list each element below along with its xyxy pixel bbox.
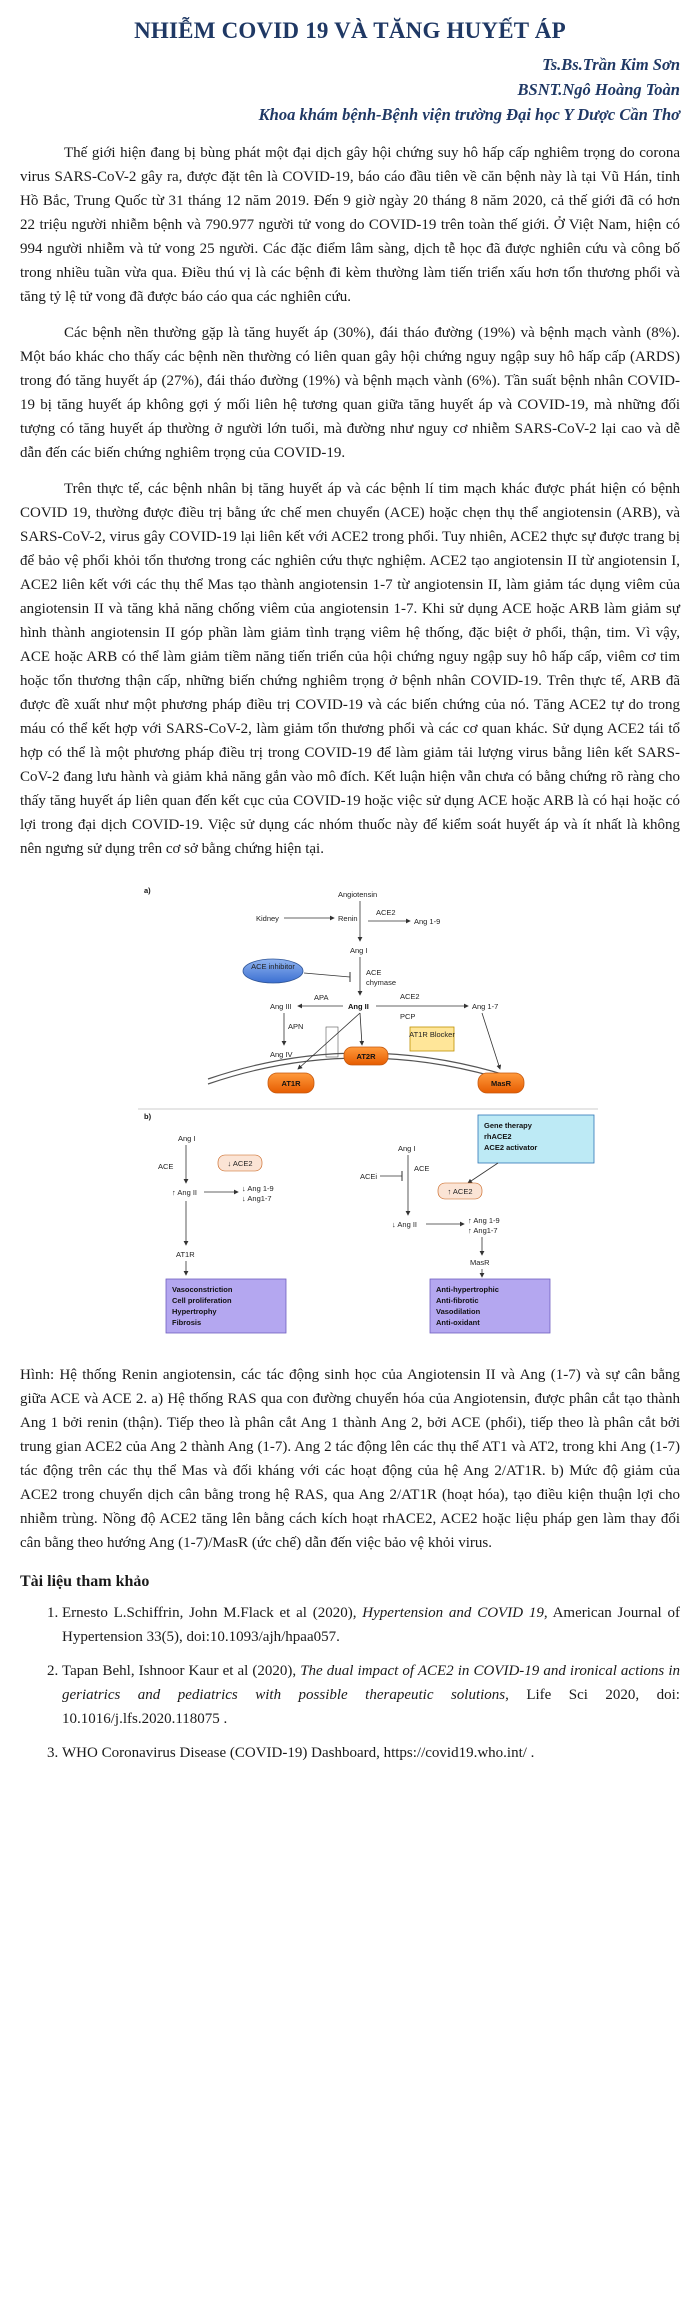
apa-label: APA <box>314 993 329 1002</box>
at1r-label: AT1R <box>281 1079 301 1088</box>
ace-inhibitor-label: ACE inhibitor <box>251 962 295 971</box>
panel-b-ace2-down: ↓ ACE2 <box>227 1159 253 1168</box>
author-affiliation: Khoa khám bệnh-Bệnh viện trường Đại học Y Dược Cần Thơ <box>258 105 680 124</box>
renin-label: Renin <box>338 914 358 923</box>
panel-b-ang19-down: ↓ Ang 1-9 <box>242 1184 274 1193</box>
masr-label: MasR <box>490 1079 512 1088</box>
panel-b-acei: ACEi <box>360 1172 378 1181</box>
therapy-item: rhACE2 <box>484 1132 512 1141</box>
panel-b-ang2-up: ↑ Ang II <box>172 1188 198 1197</box>
author-1: Ts.Bs.Trần Kim Sơn <box>542 55 680 74</box>
panel-b-ang17-down: ↓ Ang1-7 <box>242 1194 272 1203</box>
reference-item: 1. Ernesto L.Schiffrin, John M.Flack et al (2020), Hypertension and COVID 19, American Journal of Hypertension 33(5), doi:10.1093/ajh/hpaa057. <box>62 1601 680 1649</box>
left-effect-item: Fibrosis <box>172 1318 202 1327</box>
author-2: BSNT.Ngô Hoàng Toàn <box>517 80 680 99</box>
paragraph: Thế giới hiện đang bị bùng phát một đại dịch gây hội chứng suy hô hấp cấp nghiêm trọng do corona virus SARS-CoV-2 gây ra, được đặt tên là COVID-19, báo cáo đầu tiên về căn bệnh này là tại Vũ Hán, tỉnh Hồ Bắc, Trung Quốc từ 31 tháng 12 năm 2019. Đến 9 giờ ngày 20 tháng 8 năm 2020, cả thế giới đã có hơn 22 triệu người nhiễm bệnh và 790.977 người tử vong do COVID-19 trên toàn thế giới. Ở Việt Nam, hiện có 994 người nhiễm và tử vong 25 người. Các đặc điểm lâm sàng, dịch tễ học đã được nghiên cứu và công bố trong nhiều tuần vừa qua. Điều thú vị là các bệnh đi kèm thường làm tiến triển xấu hơn tổn thương phổi và tăng tỷ lệ tử vong đã được báo cáo qua các nghiên cứu. <box>20 145 680 305</box>
right-effect-item: Vasodilation <box>436 1307 481 1316</box>
panel-b-at1r-left: AT1R <box>176 1250 195 1259</box>
reference-item: 2. Tapan Behl, Ishnoor Kaur et al (2020), The dual impact of ACE2 in COVID-19 and ironical actions in geriatrics and pediatrics with possible therapeutic solutions, Life Sci 2020, doi: 10.1016/j.lfs.2020.118075 . <box>62 1659 680 1731</box>
kidney-label: Kidney <box>256 914 279 923</box>
at1r-blocker-label: AT1R Blocker <box>409 1030 455 1039</box>
ace-label: ACE <box>366 968 382 977</box>
panel-b-ang19-up: ↑ Ang 1-9 <box>468 1216 500 1225</box>
ace2-mid-label: ACE2 <box>400 992 420 1001</box>
chymase-label: chymase <box>366 978 397 987</box>
panel-b-ace-right: ACE <box>414 1164 430 1173</box>
ang2-label: Ang II <box>348 1002 369 1011</box>
angiotensinogen-label: Angiotensin <box>338 890 378 899</box>
panel-b-ace2-up: ↑ ACE2 <box>447 1187 473 1196</box>
references-list <box>20 1601 680 1765</box>
ang1-label: Ang I <box>350 946 368 955</box>
panel-b-label: b) <box>144 1112 152 1121</box>
panel-b-masr-right: MasR <box>470 1258 490 1267</box>
panel-b-ang17-up: ↑ Ang1-7 <box>468 1226 498 1235</box>
ace2-top-label: ACE2 <box>376 908 396 917</box>
document-title: NHIỄM COVID 19 VÀ TĂNG HUYẾT ÁP <box>134 18 566 43</box>
therapy-item: ACE2 activator <box>484 1143 538 1152</box>
left-effect-item: Cell proliferation <box>172 1296 232 1305</box>
reference-item: 3. WHO Coronavirus Disease (COVID-19) Dashboard, https://covid19.who.int/ . <box>62 1741 680 1765</box>
apn-label: APN <box>288 1022 304 1031</box>
figure-caption: Hình: Hệ thống Renin angiotensin, các tác động sinh học của Angiotensin II và Ang (1-7) và sự cân bằng giữa ACE và ACE 2. a) Hệ thống RAS qua con đường chuyển hóa của Angiotensin, được phân cắt tạo thành Ang 1 bởi renin (thận). Tiếp theo là phân cắt Ang 1 thành Ang 2, bởi ACE (phổi), tiếp theo là phân cắt bởi trung gian ACE2 của Ang 2 thành Ang (1-7). Ang 2 tác động lên các thụ thể AT1 và AT2, trong khi Ang (1-7) tác động trên các thụ thể Mas và đối kháng với các hoạt động của hệ Ang 2/AT1R. b) Mức độ giảm của ACE2 trong chuyển dịch cân bằng trong hệ RAS, qua Ang 2/AT1R (hoạt hóa), tạo điều kiện thuận lợi cho nhiễm trùng. Nồng độ ACE2 tăng lên bằng cách kích hoạt rhACE2, ACE2 hoặc liệu pháp gen làm thay đổi cân bằng theo hướng Ang (1-7)/MasR (ức chế) dẫn đến việc bảo vệ khỏi virus. <box>20 1367 680 1551</box>
panel-b-ang1-left: Ang I <box>178 1134 196 1143</box>
pcp-label: PCP <box>400 1012 416 1021</box>
panel-a-label: a) <box>144 886 151 895</box>
panel-b-ace-left: ACE <box>158 1162 174 1171</box>
ras-diagram <box>138 879 598 1347</box>
right-effect-item: Anti-fibrotic <box>436 1296 479 1305</box>
left-effect-item: Hypertrophy <box>172 1307 217 1316</box>
paragraph: Trên thực tế, các bệnh nhân bị tăng huyết áp và các bệnh lí tim mạch khác được phát hiện có bệnh COVID 19, thường được điều trị bằng ức chế men chuyển (ACE) hoặc chẹn thụ thể angiotensin (ARB), và SARS-CoV-2, virus gây COVID-19 lại liên kết với ACE2 trong phổi. Tuy nhiên, ACE2 thực sự được trang bị để bảo vệ phổi khỏi tổn thương trong các nghiên cứu thực nghiệm. ACE2 tạo angiotensin II từ angiotensin I, ACE2 liên kết với các thụ thể Mas tạo thành angiotensin 1-7 từ angiotensin II, làm giảm tác dụng viêm của angiotensin II và tăng khả năng chống viêm của angiotensin 1-7. Khi sử dụng ACE hoặc ARB làm giảm sự hình thành angiotensin II góp phần làm giảm tình trạng viêm hệ thống, đặc biệt ở phổi, thận, tim. Vì vậy, ACE hoặc ARB có thể làm giảm tiềm năng tiến triển của hội chứng nguy ngập suy hô hấp cấp, viêm cơ tim hoặc tổn thương thận cấp, những biến chứng nghiêm trọng ở bệnh nhân COVID-19. Trên thực tế, ARB đã được đề xuất như một phương pháp điều trị COVID-19 và các biến chứng của nó. Tăng ACE2 tự do trong máu có thể kết hợp với SARS-CoV-2, làm giảm tổn thương phổi và các cơ quan khác. Sử dụng ACE2 tái tổ hợp có thể là một phương pháp điều trị trong COVID-19 để làm giảm tải lượng virus bằng liên kết SARS-CoV-2 đang lưu hành và giảm khả năng gắn vào mô đích. Kết luận hiện vẫn chưa có bằng chứng rõ ràng cho thấy tăng huyết áp liên quan đến kết cục của COVID-19 hoặc việc sử dụng ACE hoặc ARB là có hại hoặc có lợi trong đại dịch COVID-19. Việc sử dụng các nhóm thuốc này để kiểm soát huyết áp và ít nhất là không nên ngưng sử dụng trên cơ sở bằng chứng hiện tại. <box>20 481 680 857</box>
at2r-label: AT2R <box>356 1052 376 1061</box>
article-body <box>20 141 680 861</box>
left-effect-item: Vasoconstriction <box>172 1285 233 1294</box>
right-effect-item: Anti-hypertrophic <box>436 1285 499 1294</box>
ang19-top-label: Ang 1-9 <box>414 917 441 926</box>
references-heading: Tài liệu tham khảo <box>20 1573 150 1590</box>
ang17-label: Ang 1-7 <box>472 1002 499 1011</box>
paragraph: Các bệnh nền thường gặp là tăng huyết áp (30%), đái tháo đường (19%) và bệnh mạch vành (8%). Một báo khác cho thấy các bệnh nền thường có liên quan gây hội chứng nguy ngập suy hô hấp cấp (ARDS) trong đó tăng huyết áp (27%), đái tháo đường (19%) và bệnh mạch vành (6%). Tần suất bệnh nhân COVID-19 bị tăng huyết áp không gợi ý mối liên hệ tương quan giữa tăng huyết áp và COVID-19, mà những đối tượng có tăng huyết áp thường ở người lớn tuổi, mà đường như nguy cơ nhiễm SARS-CoV-2 lại cao và dễ dẫn đến các biến chứng nghiêm trọng của COVID-19. <box>20 325 680 461</box>
ang3-label: Ang III <box>270 1002 292 1011</box>
ang4-label: Ang IV <box>270 1050 293 1059</box>
panel-b-ang2-down: ↓ Ang II <box>392 1220 418 1229</box>
therapy-item: Gene therapy <box>484 1121 532 1130</box>
right-effect-item: Anti-oxidant <box>436 1318 480 1327</box>
panel-b-ang1-right: Ang I <box>398 1144 416 1153</box>
